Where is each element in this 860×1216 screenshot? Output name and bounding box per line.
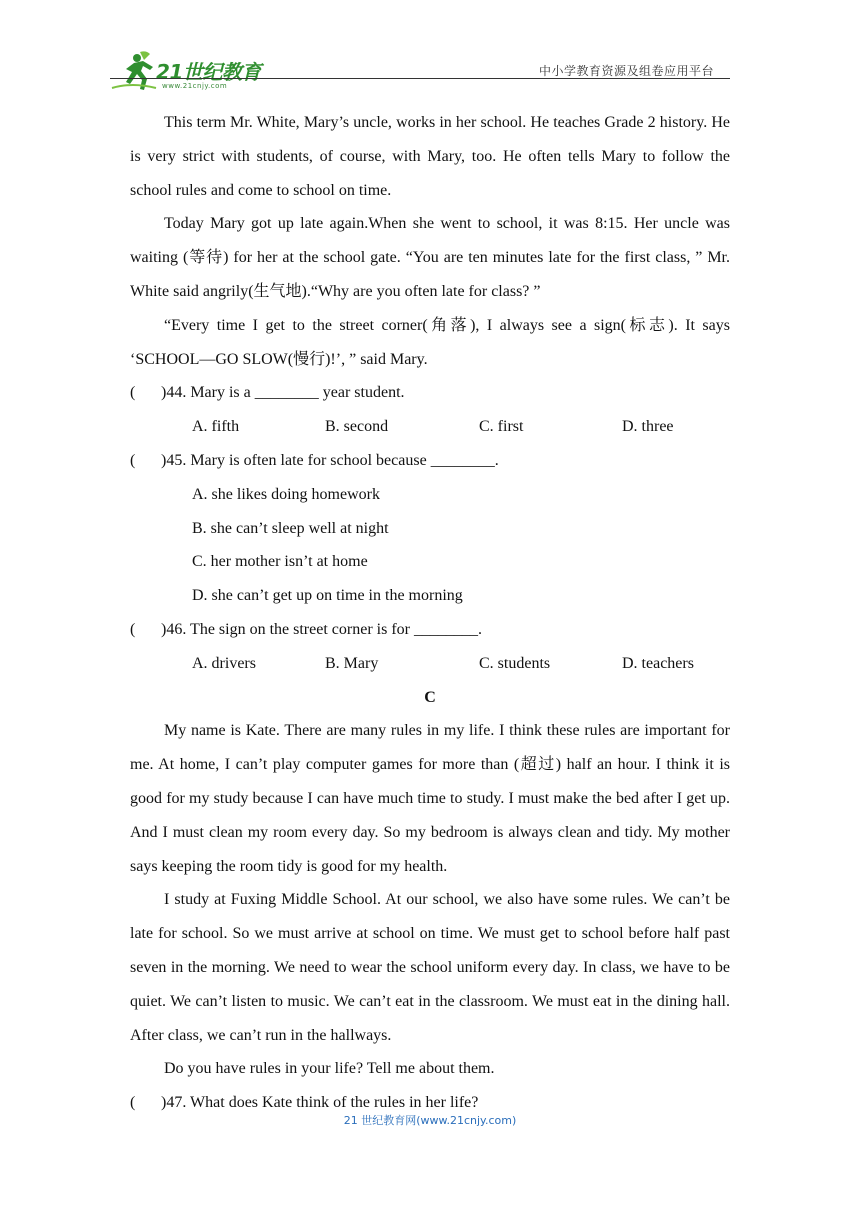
passage-c-paragraph-3: Do you have rules in your life? Tell me about them. (164, 1060, 495, 1078)
document-body (130, 106, 730, 1120)
question-text: )47. What does Kate think of the rules in her life? (161, 1094, 479, 1112)
answer-blank[interactable]: ( (130, 620, 136, 638)
question-44-options (130, 410, 730, 444)
passage-c-paragraph-1: My name is Kate. There are many rules in my life. I think these rules are important for me. At home, I can’t play computer games for more than (超过) half an hour. I think it is good for my study because I can have much time to study. I must make the bed after I get up. And I must clean my room every day. So my bedroom is always clean and tidy. My mother says keeping the room tidy is good for my health. (130, 722, 730, 875)
option-a[interactable]: A. she likes doing homework (192, 485, 380, 503)
answer-blank[interactable]: ( (130, 1094, 136, 1112)
logo-text: 21世纪教育 (156, 60, 261, 84)
option-c[interactable]: C. students (479, 654, 551, 672)
question-text: )45. Mary is often late for school because ________. (161, 451, 499, 469)
passage-b-paragraph-3: “Every time I get to the street corner(角落), I always see a sign(标志). It says ‘SCHOOL—GO SLOW(慢行)!’, ” said Mary. (130, 316, 730, 368)
passage-c-paragraph-2: I study at Fuxing Middle School. At our school, we also have some rules. We can’t be late for school. So we must arrive at school on time. We must get to school before half past seven in the morning. We need to wear the school uniform every day. In class, we have to be quiet. We can’t listen to music. We can’t eat in the classroom. We must eat in the dining hall. After class, we can’t run in the hallways. (130, 891, 730, 1044)
option-d[interactable]: D. teachers (622, 654, 694, 672)
passage-b-paragraph-2: Today Mary got up late again.When she went to school, it was 8:15. Her uncle was waiting (等待) for her at the school gate. “You are ten minutes late for the first class, ” Mr. White said angrily(生气地).“Why are you often late for class? ” (130, 215, 730, 300)
question-46-options (130, 647, 730, 681)
question-text: )44. Mary is a ________ year student. (161, 384, 405, 402)
option-c[interactable]: C. first (479, 418, 524, 436)
page-header (110, 48, 730, 96)
option-a[interactable]: A. drivers (192, 654, 256, 672)
runner-icon (110, 48, 160, 94)
page-footer: 21 世纪教育网(www.21cnjy.com) (343, 1114, 517, 1127)
option-d[interactable]: D. she can’t get up on time in the morning (192, 587, 463, 605)
question-44 (130, 376, 730, 410)
option-d[interactable]: D. three (622, 418, 674, 436)
question-text: )46. The sign on the street corner is for ________. (161, 620, 482, 638)
passage-b-paragraph-1: This term Mr. White, Mary’s uncle, works in her school. He teaches Grade 2 history. He is very strict with students, of course, with Mary, too. He often tells Mary to follow the school rules and come to school on time. (130, 114, 730, 199)
option-b[interactable]: B. second (325, 418, 389, 436)
platform-title: 中小学教育资源及组卷应用平台 (538, 64, 714, 78)
option-b[interactable]: B. Mary (325, 654, 379, 672)
option-b[interactable]: B. she can’t sleep well at night (192, 519, 389, 537)
logo-url: www.21cnjy.com (162, 82, 228, 90)
section-c-title: C (424, 688, 436, 706)
question-45 (130, 444, 730, 478)
site-logo (110, 48, 290, 94)
answer-blank[interactable]: ( (130, 384, 136, 402)
answer-blank[interactable]: ( (130, 451, 136, 469)
option-c[interactable]: C. her mother isn’t at home (192, 553, 368, 571)
option-a[interactable]: A. fifth (192, 418, 240, 436)
question-46 (130, 613, 730, 647)
